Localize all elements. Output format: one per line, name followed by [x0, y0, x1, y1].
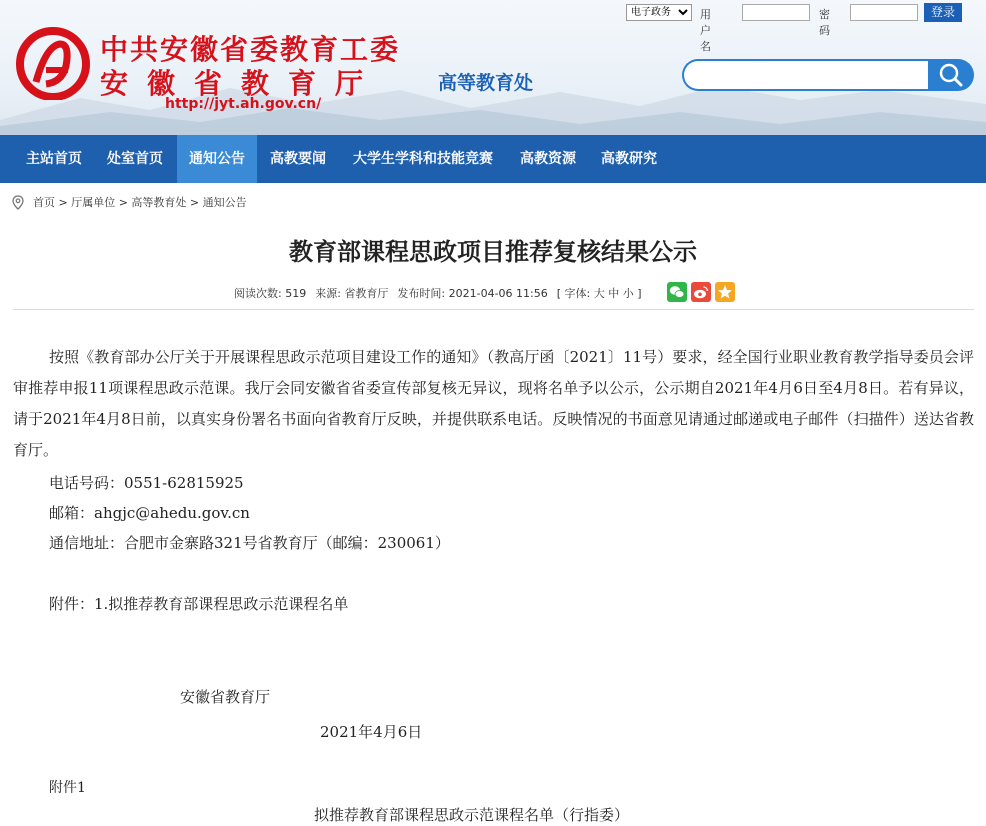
breadcrumb-text[interactable]: 首页 > 厅属单位 > 高等教育处 > 通知公告 — [33, 196, 247, 209]
site-header — [0, 0, 986, 135]
login-button[interactable]: 登录 — [924, 3, 962, 22]
search-button[interactable] — [928, 59, 974, 91]
contact-address: 通信地址：合肥市金寨路321号省教育厅（邮编：230061） — [49, 534, 450, 552]
main-nav — [0, 135, 986, 183]
article-source: 来源: 省教育厅 — [315, 287, 389, 300]
nav-item-dept-home[interactable]: 处室首页 — [107, 151, 163, 167]
search-box — [682, 59, 974, 91]
search-input[interactable] — [682, 59, 938, 91]
view-count: 阅读次数: 519 — [234, 287, 307, 300]
department-name: 高等教育处 — [438, 72, 534, 94]
favorite-button[interactable] — [715, 282, 735, 302]
article-title: 教育部课程思政项目推荐复核结果公示 — [289, 238, 697, 266]
site-url: http://jyt.ah.gov.cn/ — [165, 96, 322, 112]
article-paragraph: 按照《教育部办公厅关于开展课程思政示范项目建设工作的通知》（教高厅函〔2021〕11号）要求，经全国行业职业教育教学指导委员会评审推荐申报11项课程思政示范课。我厅会同安徽省省委宣传部复核无异议，现将名单予以公示，公示期自2021年4月6日至4月8日。若有异议，请于2021年4月8日前，以真实身份署名书面向省教育厅反映，并提供联系电话。反映情况的书面意见请通过邮递或电子邮件（扫描件）送达省教育厅。 — [13, 348, 974, 459]
appendix-title: 拟推荐教育部课程思政示范课程名单（行指委） — [314, 806, 630, 824]
contact-phone: 电话号码：0551-62815925 — [49, 474, 244, 492]
appendix-label: 附件1 — [49, 780, 86, 796]
org-name-line2: 安徽省教育厅 — [100, 67, 383, 100]
nav-item-notices[interactable]: 通知公告 — [177, 135, 257, 183]
favorite-star-icon — [715, 282, 735, 302]
publish-time: 发布时间: 2021-04-06 11:56 — [397, 287, 548, 300]
nav-item-competitions[interactable]: 大学生学科和技能竞赛 — [353, 151, 493, 167]
font-size-switcher[interactable]: [ 字体: 大 中 小 ] — [556, 287, 642, 300]
signature: 安徽省教育厅 — [180, 688, 271, 706]
article-meta — [234, 285, 651, 301]
portal-select[interactable] — [626, 4, 692, 21]
search-icon — [928, 59, 974, 91]
wechat-share-button[interactable] — [667, 282, 687, 302]
contact-email: 邮箱：ahgjc@ahedu.gov.cn — [49, 504, 250, 522]
location-pin-icon — [12, 195, 24, 210]
nav-item-home[interactable]: 主站首页 — [26, 151, 82, 167]
nav-item-news[interactable]: 高教要闻 — [270, 151, 326, 167]
password-label: 密码 — [819, 8, 830, 37]
logo-icon — [16, 26, 90, 100]
wechat-icon — [667, 282, 687, 302]
org-name-line1: 中共安徽省委教育工委 — [100, 33, 401, 66]
weibo-icon — [691, 282, 711, 302]
attachment-link[interactable]: 附件：1.拟推荐教育部课程思政示范课程名单 — [49, 595, 349, 613]
nav-item-research[interactable]: 高教研究 — [601, 151, 657, 167]
password-input[interactable] — [850, 4, 918, 21]
content-divider — [13, 309, 974, 310]
username-input[interactable] — [742, 4, 810, 21]
weibo-share-button[interactable] — [691, 282, 711, 302]
nav-item-resources[interactable]: 高教资源 — [520, 151, 576, 167]
signature-date: 2021年4月6日 — [320, 723, 423, 741]
username-label: 用户名 — [700, 8, 711, 53]
